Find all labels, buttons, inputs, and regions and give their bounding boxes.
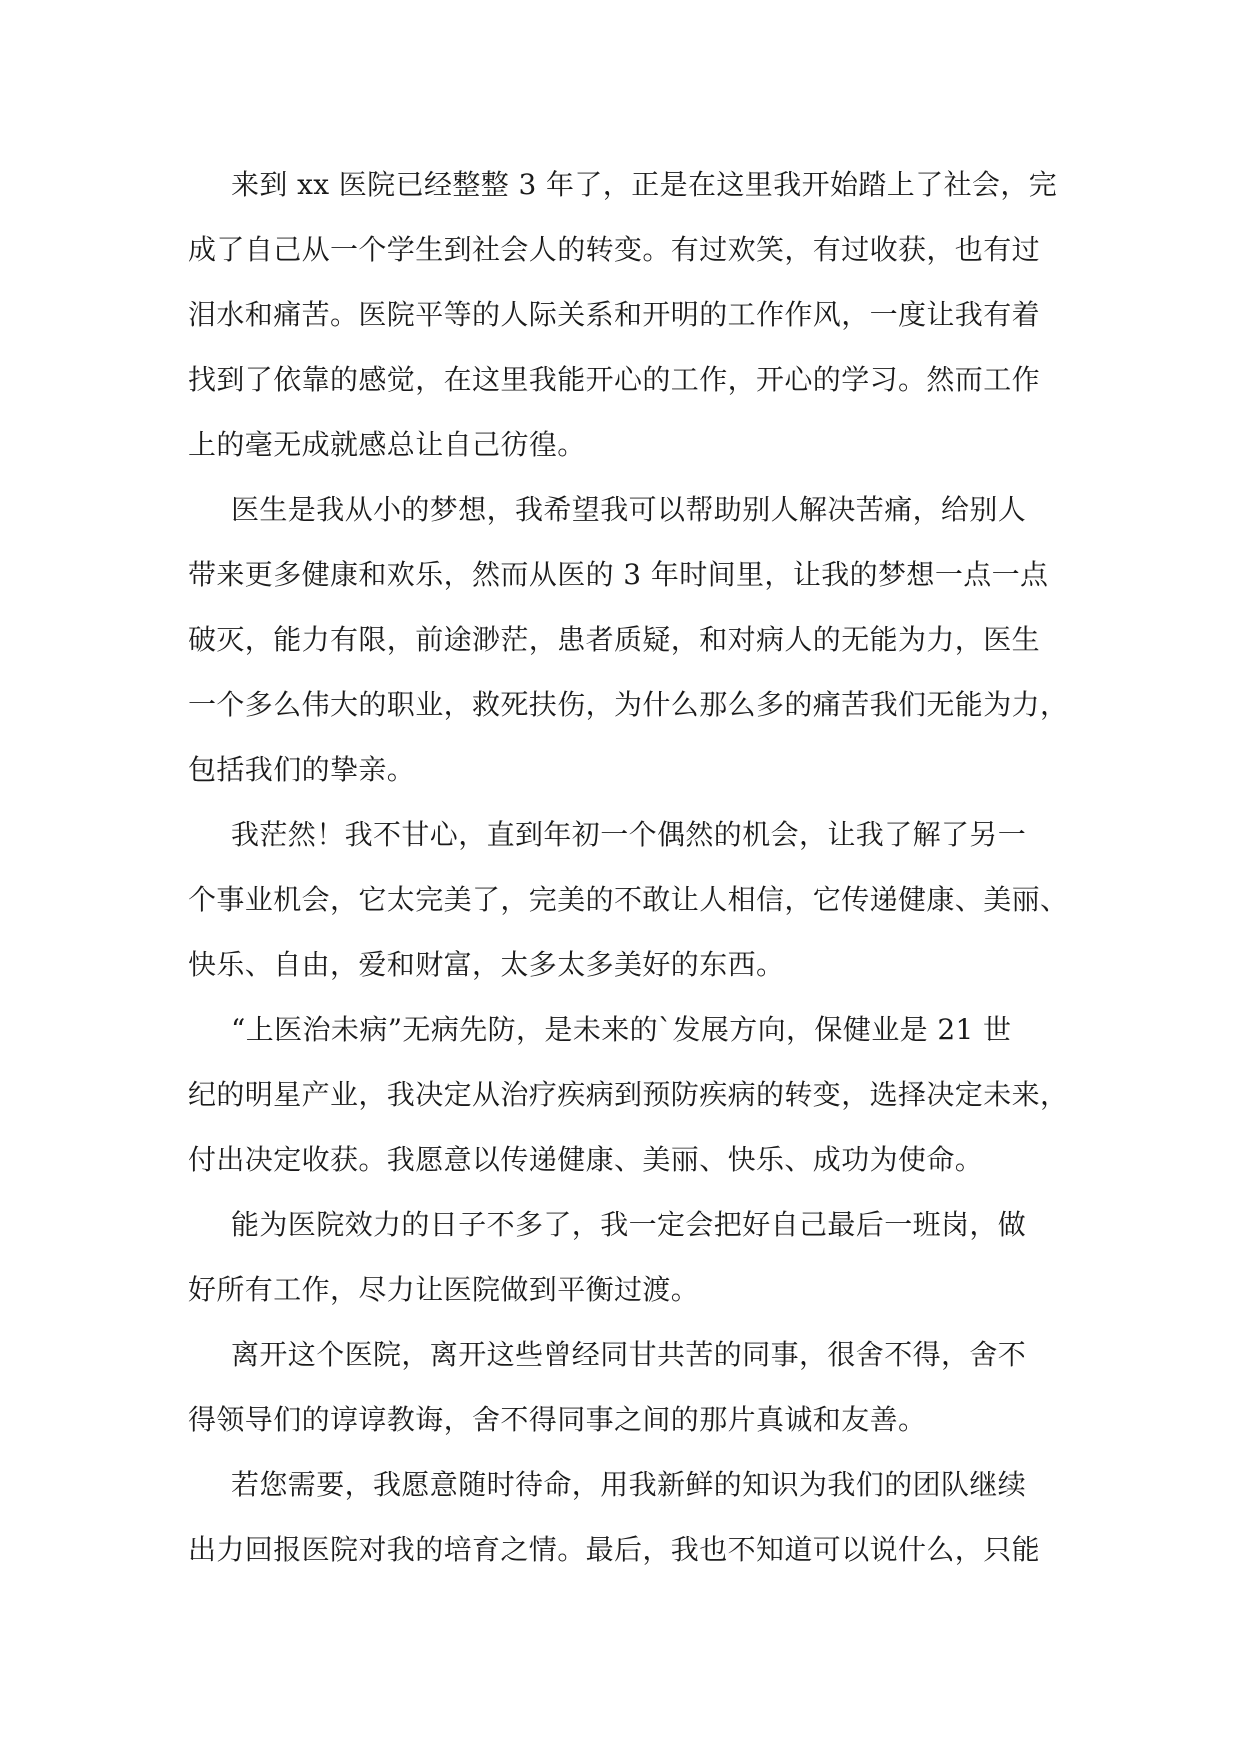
paragraph-line: 医生是我从小的梦想，我希望我可以帮助别人解决苦痛，给别人 bbox=[231, 493, 1027, 526]
paragraph-7 bbox=[188, 1452, 1058, 1582]
paragraph-line: 我茫然！我不甘心，直到年初一个偶然的机会，让我了解了另一 bbox=[231, 818, 1027, 851]
paragraph-line: 离开这个医院，离开这些曾经同甘共苦的同事，很舍不得，舍不 bbox=[231, 1338, 1027, 1371]
paragraph-line: 包括我们的挚亲。 bbox=[188, 753, 416, 786]
paragraph-line: 成了自己从一个学生到社会人的转变。有过欢笑，有过收获，也有过 bbox=[188, 233, 1041, 266]
paragraph-line: 能为医院效力的日子不多了，我一定会把好自己最后一班岗，做 bbox=[231, 1208, 1027, 1241]
paragraph-3 bbox=[188, 802, 1069, 997]
paragraph-line: 破灭，能力有限，前途渺茫，患者质疑，和对病人的无能为力，医生 bbox=[188, 623, 1041, 656]
paragraph-line: 付出决定收获。我愿意以传递健康、美丽、快乐、成功为使命。 bbox=[188, 1143, 984, 1176]
paragraph-line: 若您需要，我愿意随时待命，用我新鲜的知识为我们的团队继续 bbox=[231, 1468, 1027, 1501]
paragraph-1 bbox=[188, 152, 1058, 477]
paragraph-line: 泪水和痛苦。医院平等的人际关系和开明的工作作风，一度让我有着 bbox=[188, 298, 1041, 331]
paragraph-line: 得领导们的谆谆教诲，舍不得同事之间的那片真诚和友善。 bbox=[188, 1403, 927, 1436]
paragraph-line: 一个多么伟大的职业，救死扶伤，为什么那么多的痛苦我们无能为力， bbox=[188, 688, 1069, 721]
paragraph-line: 好所有工作，尽力让医院做到平衡过渡。 bbox=[188, 1273, 700, 1306]
paragraph-5 bbox=[188, 1192, 1058, 1322]
paragraph-line: 快乐、自由，爱和财富，太多太多美好的东西。 bbox=[188, 948, 785, 981]
paragraph-2 bbox=[188, 477, 1069, 802]
paragraph-line: 上的毫无成就感总让自己彷徨。 bbox=[188, 428, 586, 461]
document-body bbox=[188, 152, 1069, 1582]
paragraph-line: 找到了依靠的感觉，在这里我能开心的工作，开心的学习。然而工作 bbox=[188, 363, 1041, 396]
paragraph-line: 出力回报医院对我的培育之情。最后，我也不知道可以说什么，只能 bbox=[188, 1533, 1041, 1566]
paragraph-line: 个事业机会，它太完美了，完美的不敢让人相信，它传递健康、美丽、 bbox=[188, 883, 1069, 916]
paragraph-6 bbox=[188, 1322, 1058, 1452]
paragraph-line: 纪的明星产业，我决定从治疗疾病到预防疾病的转变，选择决定未来， bbox=[188, 1078, 1069, 1111]
paragraph-line: “上医治未病”无病先防，是未来的`发展方向，保健业是 21 世 bbox=[231, 1013, 1012, 1046]
paragraph-line: 来到 xx 医院已经整整 3 年了，正是在这里我开始踏上了社会，完 bbox=[231, 168, 1058, 201]
paragraph-line: 带来更多健康和欢乐，然而从医的 3 年时间里，让我的梦想一点一点 bbox=[188, 558, 1049, 591]
paragraph-4 bbox=[188, 997, 1069, 1192]
